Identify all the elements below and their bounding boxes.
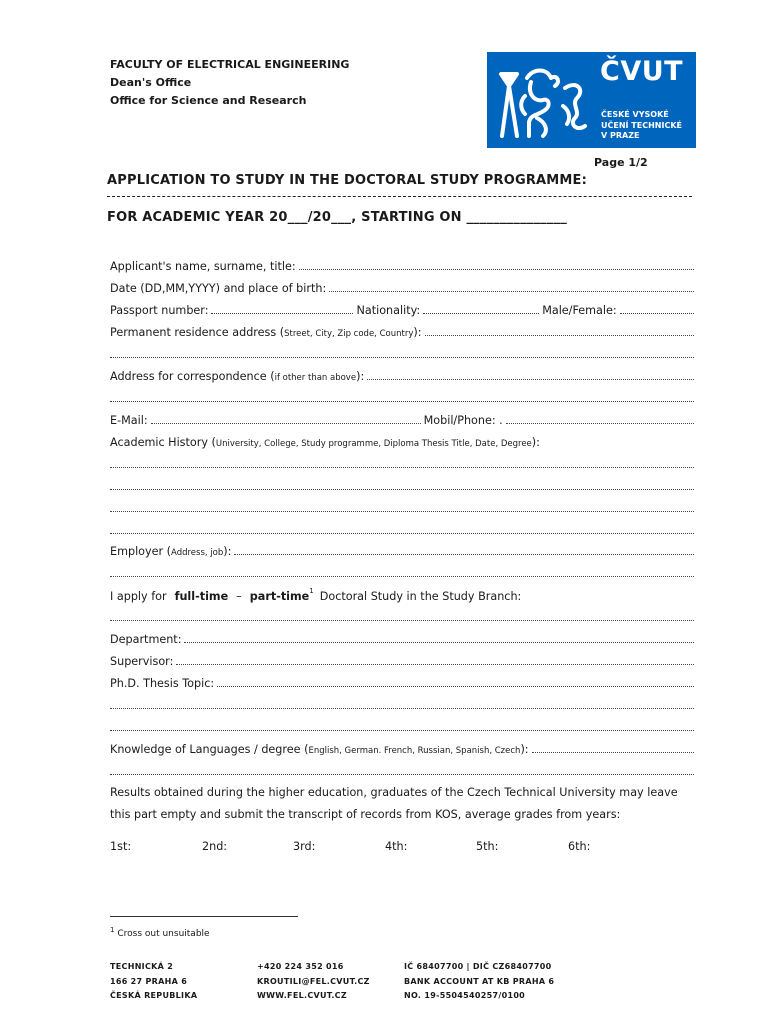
employer-field-2[interactable] [110, 576, 694, 577]
thesis-label: Ph.D. Thesis Topic: [110, 677, 215, 690]
employer-field[interactable] [234, 554, 694, 555]
footnote-text: Cross out unsuitable [117, 929, 210, 939]
lion-emblem-icon [487, 52, 599, 148]
residence-field-2[interactable] [110, 357, 694, 358]
residence-row[interactable] [110, 323, 695, 339]
part-time-option[interactable]: part-time [249, 590, 310, 603]
thesis-field-3[interactable] [110, 730, 694, 731]
footer-address [110, 960, 197, 1004]
year-5-label[interactable]: 5th: [476, 840, 499, 853]
academic-label-end: ): [531, 436, 540, 449]
applicant-name-label: Applicant's name, surname, title: [110, 260, 296, 273]
birth-row[interactable] [110, 279, 695, 295]
birth-field[interactable] [329, 291, 694, 292]
passport-label: Passport number: [110, 304, 209, 317]
employer-row[interactable] [110, 542, 695, 558]
phone-label: Mobil/Phone: . [423, 414, 503, 427]
faculty-header [110, 56, 349, 110]
results-paragraph: Results obtained during the higher education, graduates of the Czech Technical University may leave this part empty and submit the transcript of records from KOS, average grades from years: [110, 786, 678, 821]
email-field[interactable] [151, 423, 421, 424]
footnote-rule [110, 916, 298, 917]
sex-label: Male/Female: [542, 304, 617, 317]
nationality-field[interactable] [423, 313, 539, 314]
residence-label-end: ): [413, 326, 422, 339]
correspondence-label: Address for correspondence ( [110, 370, 275, 383]
languages-field[interactable] [532, 752, 694, 753]
thesis-row[interactable] [110, 674, 695, 690]
footer-address-line-2: 166 27 PRAHA 6 [110, 976, 188, 986]
academic-line-4[interactable] [110, 521, 695, 537]
passport-row[interactable] [110, 301, 695, 317]
correspondence-field-2[interactable] [110, 401, 694, 402]
thesis-line-3[interactable] [110, 718, 695, 734]
year-6-label[interactable]: 6th: [568, 840, 591, 853]
correspondence-hint: if other than above [274, 373, 357, 383]
academic-field-4[interactable] [110, 533, 694, 534]
cvut-logo [487, 52, 696, 148]
footer-account-number: NO. 19-5504540257/0100 [404, 991, 526, 1000]
nationality-label: Nationality: [356, 304, 421, 317]
option-separator: – [236, 590, 242, 603]
year-3-label[interactable]: 3rd: [293, 840, 316, 853]
thesis-field[interactable] [217, 686, 694, 687]
academic-label: Academic History ( [110, 436, 216, 449]
academic-hint: University, College, Study programme, Diploma Thesis Title, Date, Degree [215, 439, 532, 449]
cvut-fullname [601, 110, 682, 142]
footer-bank [404, 960, 554, 1004]
correspondence-line-2[interactable] [110, 389, 695, 405]
study-branch-label: Doctoral Study in the Study Branch: [319, 590, 522, 603]
department-row[interactable] [110, 630, 695, 646]
footer-phone: +420 224 352 016 [257, 962, 344, 971]
study-branch-line[interactable] [110, 608, 695, 624]
languages-label-end: ): [520, 743, 529, 756]
year-4-label[interactable]: 4th: [385, 840, 408, 853]
email-label: E-Mail: [110, 414, 148, 427]
languages-hint: English, German. French, Russian, Spanish, Czech [308, 746, 521, 756]
footer-website[interactable]: WWW.FEL.CVUT.CZ [257, 991, 347, 1000]
footnote [110, 926, 210, 939]
year-2-label[interactable]: 2nd: [202, 840, 228, 853]
logo-line-3: V PRAZE [601, 131, 640, 140]
languages-line-2[interactable] [110, 762, 695, 778]
residence-field[interactable] [425, 335, 695, 336]
faculty-name: FACULTY OF ELECTRICAL ENGINEERING [110, 58, 350, 71]
footnote-mark: 1 [110, 926, 115, 934]
footer-email[interactable]: KROUTILI@FEL.CVUT.CZ [257, 976, 370, 986]
academic-field-1[interactable] [110, 467, 694, 468]
apply-row [110, 587, 695, 603]
logo-line-1: ČESKÉ VYSOKÉ [601, 110, 669, 119]
employer-hint: Address, job [171, 548, 224, 558]
academic-field-3[interactable] [110, 511, 694, 512]
residence-label: Permanent residence address ( [110, 326, 285, 339]
correspondence-label-end: ): [356, 370, 365, 383]
footnote-ref: 1 [309, 587, 314, 595]
employer-line-2[interactable] [110, 564, 695, 580]
academic-line-1[interactable] [110, 455, 695, 471]
applicant-name-row[interactable] [110, 257, 695, 273]
deans-office: Dean's Office [110, 76, 192, 89]
academic-field-2[interactable] [110, 489, 694, 490]
footer-address-line-1: TECHNICKÁ 2 [110, 962, 174, 971]
correspondence-field[interactable] [367, 379, 694, 380]
thesis-field-2[interactable] [110, 708, 694, 709]
employer-label: Employer ( [110, 545, 172, 558]
correspondence-row[interactable] [110, 367, 695, 383]
office-science: Office for Science and Research [110, 94, 307, 107]
logo-line-2: UČENÍ TECHNICKÉ [601, 120, 682, 130]
phone-field[interactable] [506, 423, 694, 424]
sex-field[interactable] [620, 313, 694, 314]
employer-label-end: ): [223, 545, 232, 558]
contact-row[interactable] [110, 411, 695, 427]
page-number: Page 1/2 [594, 156, 648, 169]
footer-contact [257, 960, 370, 1004]
applicant-name-field[interactable] [299, 269, 694, 270]
form-title: APPLICATION TO STUDY IN THE DOCTORAL STUDY PROGRAMME: [107, 173, 588, 188]
residence-hint: Street, City, Zip code, Country [284, 329, 414, 339]
academic-row [110, 433, 695, 449]
apply-label: I apply for [110, 590, 167, 603]
footer-tax-ids: IČ 68407700 | DIČ CZ68407700 [404, 962, 552, 971]
birth-label: Date (DD,MM,YYYY) and place of birth: [110, 282, 327, 295]
languages-row[interactable] [110, 740, 695, 756]
year-1-label[interactable]: 1st: [110, 840, 132, 853]
study-branch-field[interactable] [110, 620, 694, 621]
full-time-option[interactable]: full-time [174, 590, 229, 603]
cvut-brand: ČVUT [600, 56, 684, 87]
passport-field[interactable] [211, 313, 353, 314]
academic-year-line: FOR ACADEMIC YEAR 20___/20___, STARTING ON _______________ [107, 210, 567, 225]
academic-line-3[interactable] [110, 499, 695, 515]
department-field[interactable] [184, 642, 694, 643]
supervisor-label: Supervisor: [110, 655, 174, 668]
languages-field-2[interactable] [110, 774, 694, 775]
academic-line-2[interactable] [110, 477, 695, 493]
title-dash-line [107, 196, 692, 197]
department-label: Department: [110, 633, 182, 646]
footer-bank-name: BANK ACCOUNT AT KB PRAHA 6 [404, 976, 555, 986]
supervisor-field[interactable] [176, 664, 694, 665]
thesis-line-2[interactable] [110, 696, 695, 712]
footer-address-line-3: ČESKÁ REPUBLIKA [110, 991, 198, 1000]
languages-label: Knowledge of Languages / degree ( [110, 743, 309, 756]
residence-line-2[interactable] [110, 345, 695, 361]
supervisor-row[interactable] [110, 652, 695, 668]
